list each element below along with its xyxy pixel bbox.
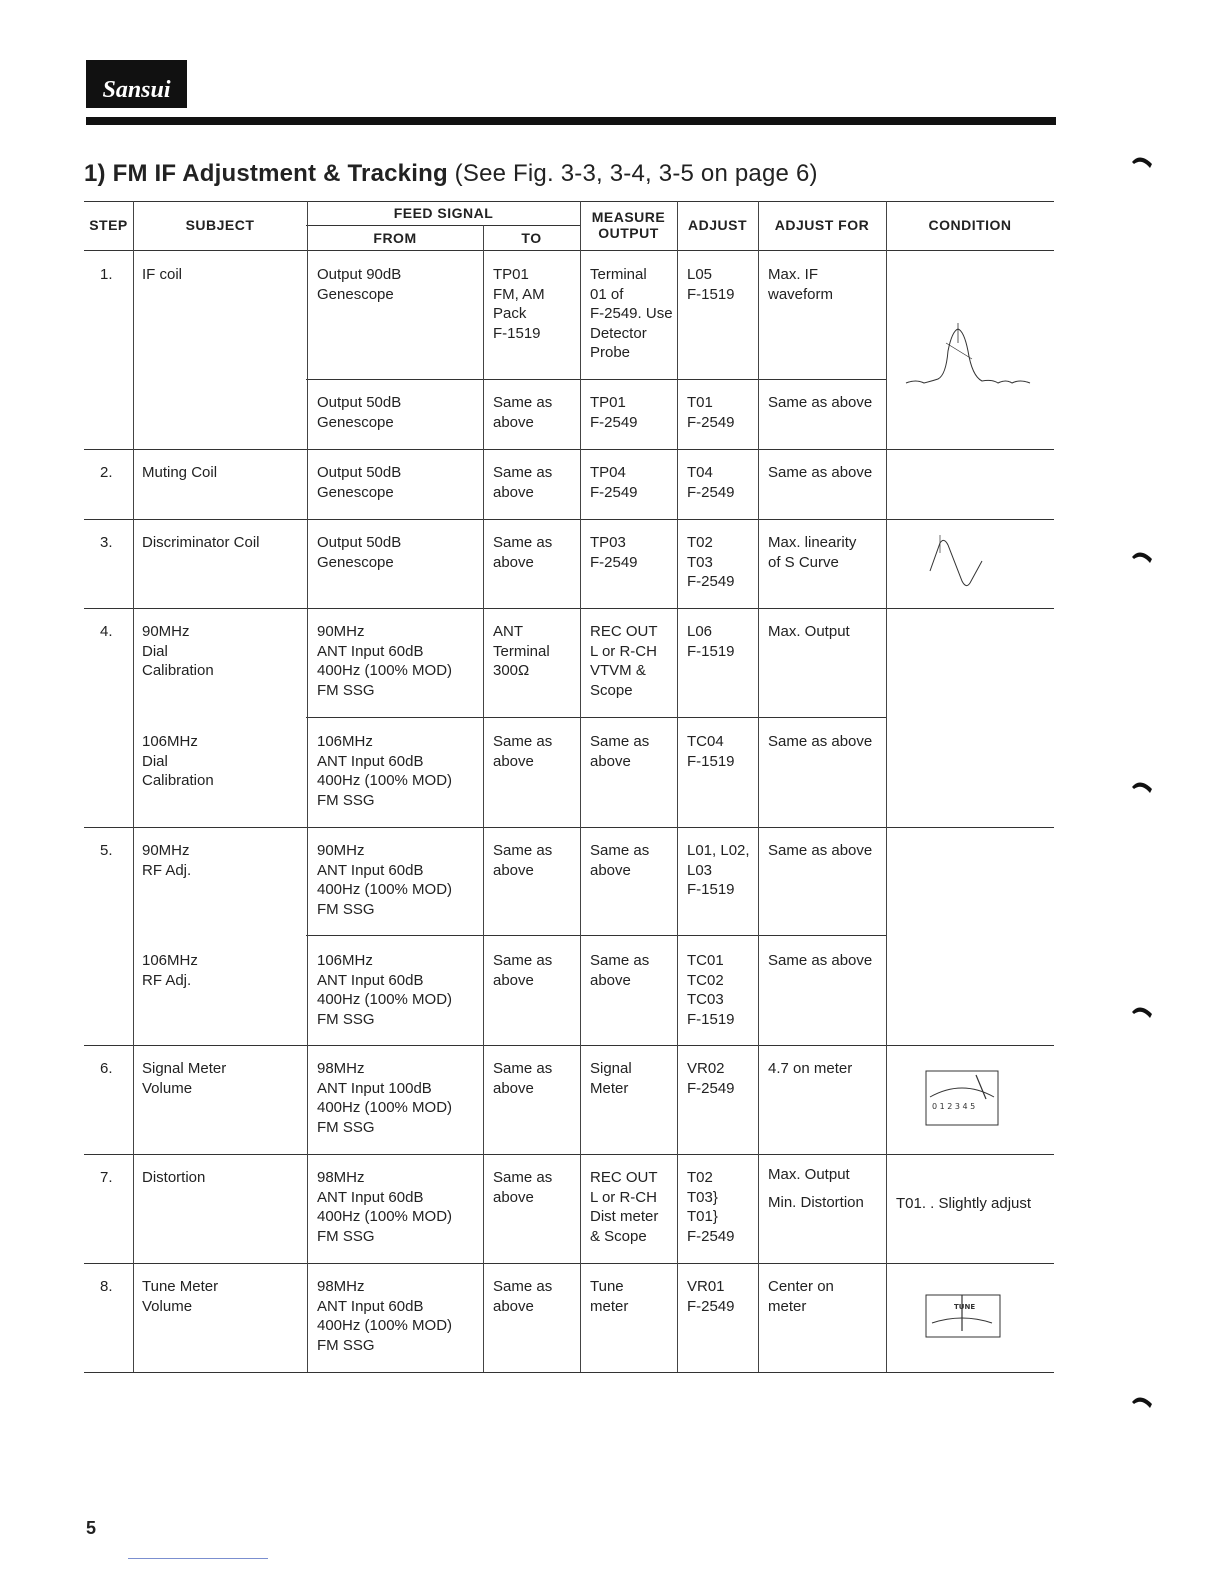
cell-subject: Distortion — [142, 1169, 206, 1186]
cell-measure: REC OUT L or R-CH Dist meter & Scope — [590, 1169, 659, 1245]
row-rule — [84, 1154, 1054, 1155]
cell-step: 3. — [100, 534, 113, 551]
header-feed-signal: FEED SIGNAL — [393, 205, 494, 221]
cell-subject: 106MHz Dial Calibration — [142, 733, 214, 789]
cell-from: 90MHz ANT Input 60dB 400Hz (100% MOD) FM SSG — [317, 623, 453, 699]
cell-step: 5. — [100, 842, 113, 859]
cell-from: 106MHz ANT Input 60dB 400Hz (100% MOD) FM SSG — [317, 952, 453, 1028]
cell-adjust: L06 F-1519 — [687, 623, 735, 660]
row-rule — [84, 1263, 1054, 1264]
cell-subject: Muting Coil — [142, 464, 218, 481]
feed-signal-rule — [306, 225, 581, 226]
cell-subject: Discriminator Coil — [142, 534, 260, 551]
cell-adjust-for: Same as above — [768, 952, 873, 969]
sansui-logo — [86, 60, 187, 108]
cell-measure: Same as above — [590, 952, 650, 989]
cell-adjust-for: Max. linearity of S Curve — [768, 534, 857, 571]
cell-adjust: L05 F-1519 — [687, 266, 735, 303]
cell-to: ANT Terminal 300Ω — [493, 623, 550, 679]
cell-measure: Tune meter — [590, 1278, 629, 1315]
tune-meter-icon — [924, 1291, 1004, 1341]
if-waveform-icon — [902, 321, 1038, 401]
cell-from: Output 50dB Genescope — [317, 464, 402, 501]
table-top-rule — [84, 201, 1054, 202]
header-from: FROM — [373, 230, 417, 246]
cell-to: Same as above — [493, 1278, 553, 1315]
row-rule — [306, 935, 886, 936]
header-step: STEP — [89, 217, 128, 233]
cell-to: TP01 FM, AM Pack F-1519 — [493, 266, 545, 342]
col-divider — [758, 201, 759, 1372]
binder-mark-icon — [1130, 545, 1154, 565]
row-rule — [84, 449, 1054, 450]
cell-to: Same as above — [493, 1060, 553, 1097]
cell-from: 98MHz ANT Input 60dB 400Hz (100% MOD) FM SSG — [317, 1278, 453, 1354]
cell-from: Output 50dB Genescope — [317, 534, 402, 571]
meter-scale-text: 0 1 2 3 4 5 — [932, 1102, 976, 1111]
col-divider — [307, 201, 308, 1372]
col-divider — [580, 201, 581, 1372]
col-divider — [483, 225, 484, 1372]
cell-adjust-for: Same as above — [768, 464, 873, 481]
cell-adjust: T04 F-2549 — [687, 464, 735, 501]
cell-adjust: T02 T03 F-2549 — [687, 534, 735, 590]
header-subject: SUBJECT — [185, 217, 255, 233]
binder-mark-icon — [1130, 150, 1154, 170]
cell-measure: Same as above — [590, 733, 650, 770]
tune-label: TUNE — [954, 1303, 976, 1311]
header-measure-output: MEASURE OUTPUT — [591, 209, 666, 241]
cell-from: 98MHz ANT Input 60dB 400Hz (100% MOD) FM SSG — [317, 1169, 453, 1245]
cell-step: 2. — [100, 464, 113, 481]
cell-step: 4. — [100, 623, 113, 640]
cell-adjust: VR02 F-2549 — [687, 1060, 735, 1097]
cell-to: Same as above — [493, 1169, 553, 1206]
cell-subject: IF coil — [142, 266, 183, 283]
cell-adjust-for: Same as above — [768, 394, 873, 411]
header-adjust-for: ADJUST FOR — [774, 217, 870, 233]
cell-adjust-for: Max. Output — [768, 623, 850, 640]
condition-slightly-adjust: T01. . Slightly adjust — [896, 1195, 1032, 1212]
cell-measure: Same as above — [590, 842, 650, 879]
cell-adjust-for: Max. Output Min. Distortion — [768, 1166, 864, 1211]
header-rule — [86, 117, 1056, 125]
cell-adjust: L01, L02, L03 F-1519 — [687, 842, 750, 898]
row-rule — [84, 827, 1054, 828]
cell-to: Same as above — [493, 394, 553, 431]
binder-mark-icon — [1130, 1000, 1154, 1020]
cell-measure: TP03 F-2549 — [590, 534, 638, 571]
row-rule — [84, 608, 1054, 609]
row-rule — [84, 519, 1054, 520]
cell-to: Same as above — [493, 534, 553, 571]
cell-from: 106MHz ANT Input 60dB 400Hz (100% MOD) FM SSG — [317, 733, 453, 809]
cell-measure: Signal Meter — [590, 1060, 632, 1097]
cell-adjust: T02 T03} T01} F-2549 — [687, 1169, 735, 1245]
s-curve-icon — [922, 531, 1012, 601]
cell-adjust: VR01 F-2549 — [687, 1278, 735, 1315]
brand-text: Sansui — [102, 77, 171, 103]
cell-adjust-for: Max. IF waveform — [768, 266, 834, 303]
cell-adjust-for: 4.7 on meter — [768, 1060, 853, 1077]
cell-step: 8. — [100, 1278, 113, 1295]
cell-from: 98MHz ANT Input 100dB 400Hz (100% MOD) FM SSG — [317, 1060, 453, 1136]
cell-measure: TP01 F-2549 — [590, 394, 638, 431]
cell-to: Same as above — [493, 733, 553, 770]
cell-adjust: TC04 F-1519 — [687, 733, 735, 770]
section-title — [84, 160, 818, 188]
col-divider — [133, 201, 134, 1372]
cell-adjust: T01 F-2549 — [687, 394, 735, 431]
col-divider — [886, 201, 887, 1372]
header-condition: CONDITION — [928, 217, 1012, 233]
cell-subject: 90MHz Dial Calibration — [142, 623, 214, 679]
cell-step: 7. — [100, 1169, 113, 1186]
page-number: 5 — [86, 1518, 97, 1538]
cell-from: Output 90dB Genescope — [317, 266, 402, 303]
cell-step: 6. — [100, 1060, 113, 1077]
footer-rule — [128, 1558, 268, 1559]
row-rule — [84, 1045, 1054, 1046]
cell-subject: Tune Meter Volume — [142, 1278, 219, 1315]
cell-to: Same as above — [493, 464, 553, 501]
signal-meter-icon — [924, 1069, 1002, 1129]
row-rule — [306, 379, 886, 380]
cell-to: Same as above — [493, 842, 553, 879]
header-adjust: ADJUST — [687, 217, 747, 233]
cell-adjust: TC01 TC02 TC03 F-1519 — [687, 952, 735, 1028]
cell-subject: Signal Meter Volume — [142, 1060, 227, 1097]
binder-mark-icon — [1130, 775, 1154, 795]
header-bottom-rule — [84, 250, 1054, 251]
section-title-main: 1) FM IF Adjustment & Tracking — [84, 160, 448, 187]
cell-measure: REC OUT L or R-CH VTVM & Scope — [590, 623, 658, 699]
cell-step: 1. — [100, 266, 113, 283]
cell-to: Same as above — [493, 952, 553, 989]
table-bottom-rule — [84, 1372, 1054, 1373]
binder-mark-icon — [1130, 1390, 1154, 1410]
header-to: TO — [521, 230, 542, 246]
cell-subject: 106MHz RF Adj. — [142, 952, 198, 989]
cell-measure: TP04 F-2549 — [590, 464, 638, 501]
cell-from: 90MHz ANT Input 60dB 400Hz (100% MOD) FM SSG — [317, 842, 453, 918]
cell-from: Output 50dB Genescope — [317, 394, 402, 431]
cell-subject: 90MHz RF Adj. — [142, 842, 192, 879]
cell-measure: Terminal 01 of F-2549. Use Detector Probe — [590, 266, 673, 361]
row-rule — [306, 717, 886, 718]
cell-adjust-for: Center on meter — [768, 1278, 834, 1315]
cell-adjust-for: Same as above — [768, 733, 873, 750]
col-divider — [677, 201, 678, 1372]
section-title-ref: (See Fig. 3-3, 3-4, 3-5 on page 6) — [447, 160, 818, 187]
cell-adjust-for: Same as above — [768, 842, 873, 859]
